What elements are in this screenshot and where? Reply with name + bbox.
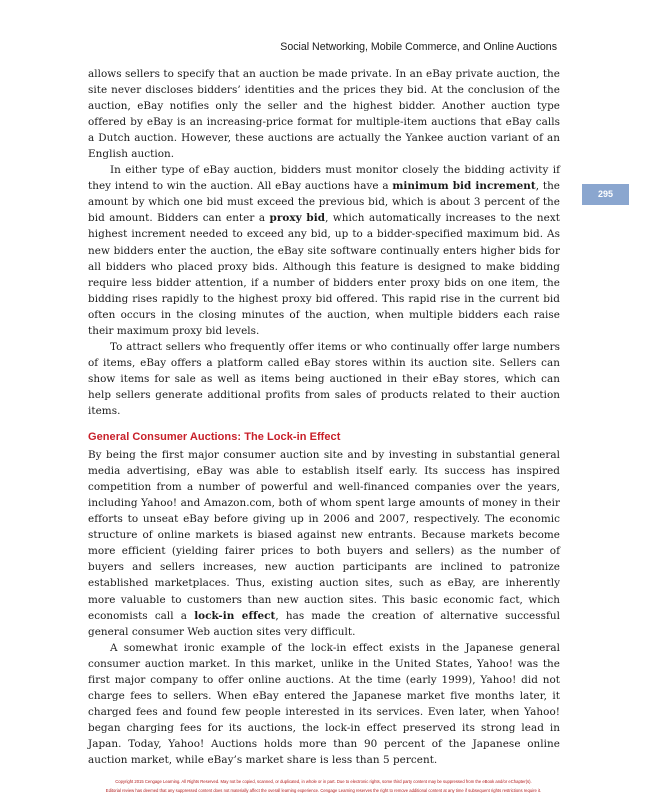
text-run: By being the first major consumer auction site and by investing in substantial general media advertising, eBay was able to establish itself early. Its success has inspired competition from a number of powerful and well-financed companies over the years, including Yahoo! and Amazon.com, both of whom spent large amounts of money in their efforts to unseat eBay before giving up in 2006 and 2007, respectively. The economic structure of online markets is biased against new entrants. Because markets become more efficient (yielding fairer prices to both buyers and sellers) as the number of buyers and sellers increases, new auction participants are inclined to patronize established marketplaces. Thus, existing auction sites, such as eBay, are inherently more valuable to customers than new auction sites. This basic economic fact, which economists call a [88,449,560,622]
text-run: , has made the creation of alternative successful general consumer Web auction sites very difficult. [88,609,561,638]
text-run: , the amount by which one bid must exceed the previous bid, which is about 3 percent of the bid amount. Bidders can enter a [88,180,561,225]
text-run: In either type of eBay auction, bidders must monitor closely the bidding activity if they intend to win the auction. All eBay auctions have a [88,164,560,193]
paragraph-bidding [88,162,560,339]
key-term-proxy-bid: proxy bid [269,212,326,225]
text-run: , which automatically increases to the next highest increment needed to exceed any bid, up to a bidder-specified maximum bid. As new bidders enter the auction, the eBay site software continually enters higher bids for all bidders who placed proxy bids. Although this feature is designed to make bidding require less bidder attention, if a number of bidders enter proxy bids on one item, the bidding rises rapidly to the highest proxy bid offered. This rapid rise in the current bid often occurs in the closing minutes of the auction, when multiple bidders each raise their maximum proxy bid levels. [88,212,560,337]
footer-line: Editorial review has deemed that any suppressed content does not materially affect the overall learning experience. Cengage Learning reserves the right to remove additional content at any time if subsequent rights restrictions require it. [105,788,542,793]
copyright-footer [0,777,647,795]
paragraph-japan-example: A somewhat ironic example of the lock-in effect exists in the Japanese general consumer auction market. In this market, unlike in the United States, Yahoo! was the first major company to offer online auctions. At the time (early 1999), Yahoo! did not charge fees to sellers. When eBay entered the Japanese market five months later, it charged fees and found few people interested in its services. Even later, when Yahoo! began charging fees for its auctions, the lock-in effect preserved its strong lead in Japan. Today, Yahoo! Auctions holds more than 90 percent of the Japanese online auction market, while eBay’s market share is less than 5 percent. [88,641,560,766]
paragraph-private-auction: allows sellers to specify that an auction be made private. In an eBay private auction, the site never discloses bidders’ identities and the prices they bid. At the conclusion of the auction, eBay notifies only the seller and the highest bidder. Another auction type offered by eBay is an increasing-price format for multiple-item auctions that eBay calls a Dutch auction. However, these auctions are actually the Yankee auction variant of an English auction. [88,68,560,161]
footer-line: Copyright 2015 Cengage Learning. All Rights Reserved. May not be copied, scanned, or duplicated, in whole or in part. Due to electronic rights, some third party content may be suppressed from the eBook and/or eChapter(s). [115,779,532,784]
page-number-badge: 295 [582,184,629,205]
running-header: Social Networking, Mobile Commerce, and Online Auctions [280,41,557,53]
paragraph-ebay-stores: To attract sellers who frequently offer items or who continually offer large numbers of items, eBay offers a platform called eBay stores within its auction site. Sellers can show items for sale as well as items being auctioned in their eBay stores, which can help sellers generate additional profits from sales of products related to their auction items. [88,340,560,417]
paragraph-lock-in [88,447,560,640]
main-text [88,66,560,768]
key-term-lock-in-effect: lock-in effect [194,609,276,622]
key-term-minimum-bid-increment: minimum bid increment [392,180,536,193]
section-heading: General Consumer Auctions: The Lock-in Effect [88,431,341,444]
